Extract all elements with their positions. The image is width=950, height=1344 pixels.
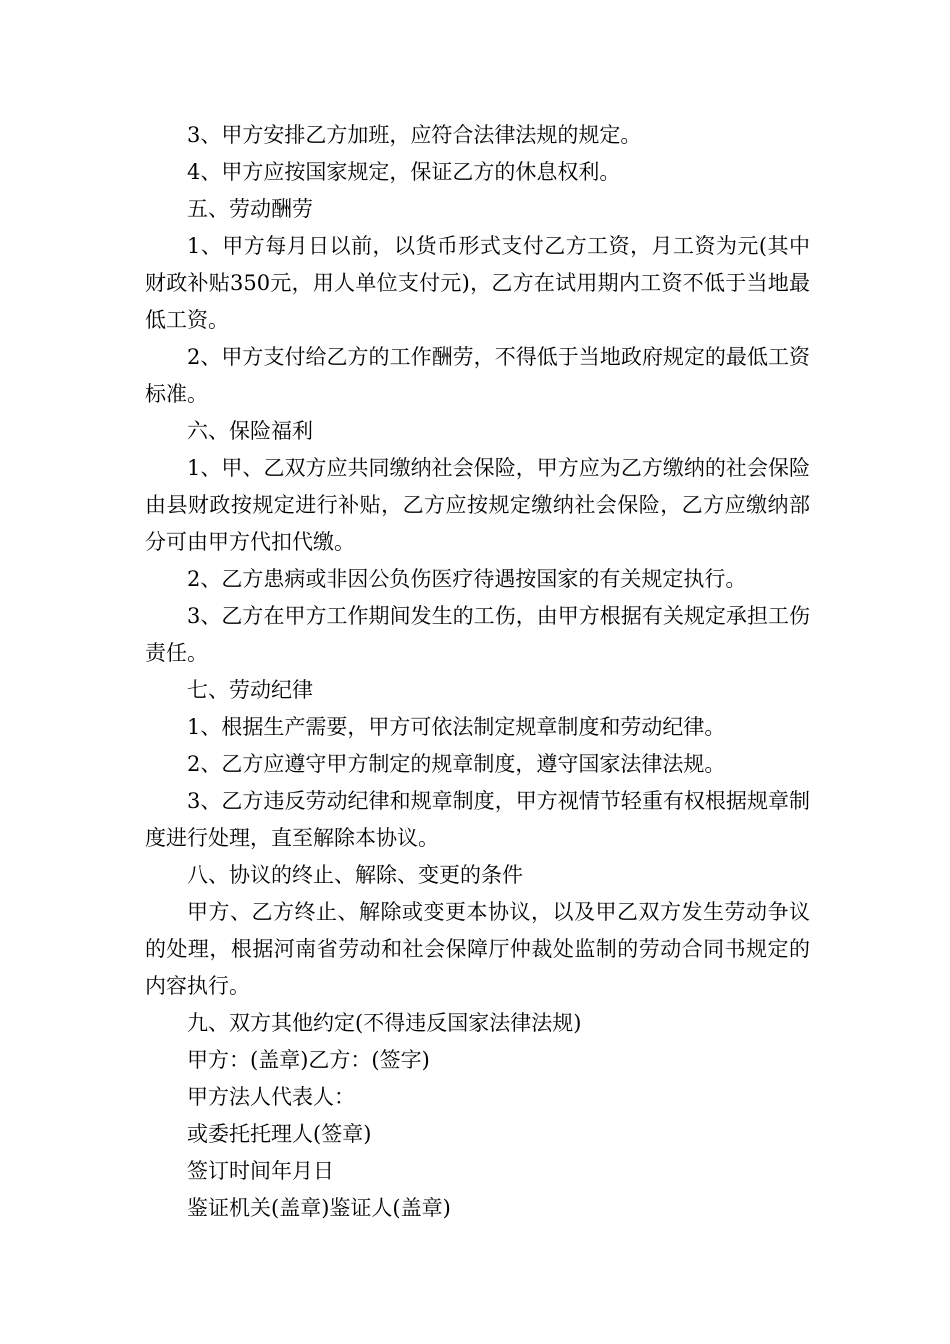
section-heading-discipline: 七、劳动纪律 bbox=[187, 678, 313, 702]
clause-1-social-insurance: 1、甲、乙双方应共同缴纳社会保险，甲方应为乙方缴纳的社会保险由县财政按规定进行补贴，乙方应按规定缴纳社会保险，乙方应缴纳部分可由甲方代扣代缴。 bbox=[145, 456, 810, 554]
section-heading-other-terms: 九、双方其他约定(不得违反国家法律法规) bbox=[187, 1011, 582, 1035]
signature-legal-rep: 甲方法人代表人： bbox=[187, 1085, 355, 1109]
clause-3-overtime: 3、甲方安排乙方加班，应符合法律法规的规定。 bbox=[187, 123, 642, 147]
clause-1-wage-payment: 1、甲方每月日以前，以货币形式支付乙方工资，月工资为元(其中财政补贴350元，用人单位支付元)，乙方在试用期内工资不低于当地最低工资。 bbox=[145, 234, 810, 332]
clause-2-compliance: 2、乙方应遵守甲方制定的规章制度，遵守国家法律法规。 bbox=[187, 752, 726, 776]
signature-date: 签订时间年月日 bbox=[187, 1159, 334, 1183]
clause-2-minimum-wage: 2、甲方支付给乙方的工作酬劳，不得低于当地政府规定的最低工资标准。 bbox=[145, 345, 810, 406]
termination-body: 甲方、乙方终止、解除或变更本协议，以及甲乙双方发生劳动争议的处理，根据河南省劳动和社会保障厅仲裁处监制的劳动合同书规定的内容执行。 bbox=[145, 900, 810, 998]
clause-3-violation: 3、乙方违反劳动纪律和规章制度，甲方视情节轻重有权根据规章制度进行处理，直至解除本协议。 bbox=[145, 789, 810, 850]
clause-1-rules: 1、根据生产需要，甲方可依法制定规章制度和劳动纪律。 bbox=[187, 715, 726, 739]
signature-parties: 甲方：(盖章)乙方：(签字) bbox=[187, 1048, 430, 1072]
clause-4-rest-rights: 4、甲方应按国家规定，保证乙方的休息权利。 bbox=[187, 160, 621, 184]
clause-3-work-injury: 3、乙方在甲方工作期间发生的工伤，由甲方根据有关规定承担工伤责任。 bbox=[145, 604, 810, 665]
clause-2-medical-treatment: 2、乙方患病或非因公负伤医疗待遇按国家的有关规定执行。 bbox=[187, 567, 747, 591]
signature-authentication: 鉴证机关(盖章)鉴证人(盖章) bbox=[187, 1196, 451, 1220]
document-body bbox=[145, 117, 810, 1227]
section-heading-remuneration: 五、劳动酬劳 bbox=[187, 197, 313, 221]
signature-agent: 或委托托理人(签章) bbox=[187, 1122, 372, 1146]
section-heading-insurance: 六、保险福利 bbox=[187, 419, 313, 443]
section-heading-termination: 八、协议的终止、解除、变更的条件 bbox=[187, 863, 523, 887]
